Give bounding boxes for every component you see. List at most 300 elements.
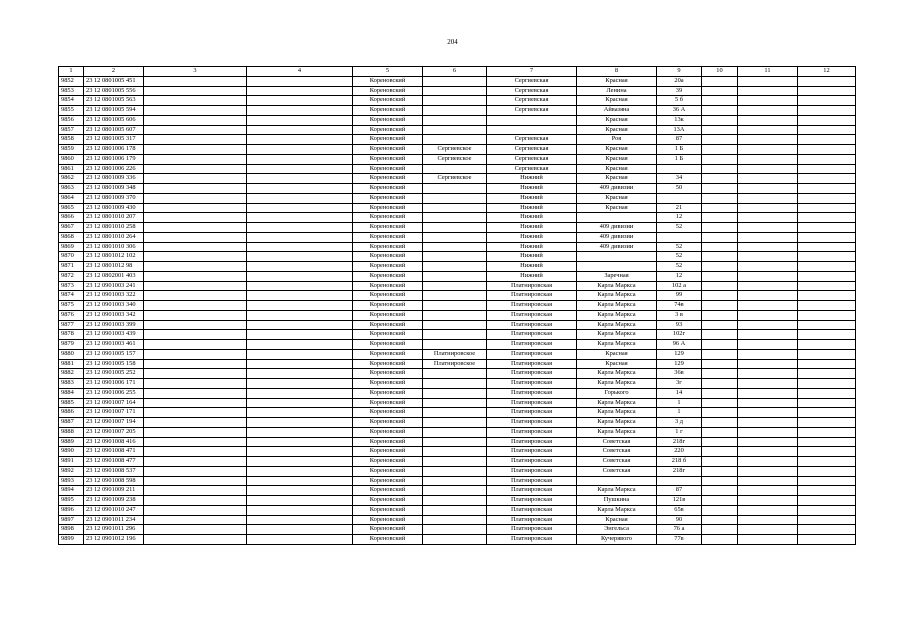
- table-cell-col-7: Нижний: [487, 203, 577, 213]
- table-cell-col-3: [144, 457, 247, 467]
- table-cell-col-9: 1: [657, 408, 702, 418]
- table-cell-col-12: [798, 232, 856, 242]
- table-cell-col-10: [702, 193, 738, 203]
- table-row: [59, 86, 856, 96]
- table-cell-col-11: [738, 301, 798, 311]
- table-cell-col-2: 23 12 0901003 241: [84, 281, 144, 291]
- table-cell-col-4: [247, 437, 353, 447]
- table-cell-col-9: 102 а: [657, 281, 702, 291]
- table-cell-col-12: [798, 408, 856, 418]
- table-cell-col-12: [798, 398, 856, 408]
- table-cell-col-3: [144, 515, 247, 525]
- table-cell-col-4: [247, 252, 353, 262]
- table-cell-col-5: Кореновский: [353, 252, 423, 262]
- table-cell-col-2: 23 12 0901007 205: [84, 427, 144, 437]
- table-cell-col-4: [247, 447, 353, 457]
- table-cell-col-8: 409 дивизии: [577, 184, 657, 194]
- table-cell-col-12: [798, 457, 856, 467]
- table-cell-col-5: Кореновский: [353, 174, 423, 184]
- table-cell-col-2: 23 12 0901005 158: [84, 359, 144, 369]
- table-row: [59, 145, 856, 155]
- table-cell-col-1: 9891: [59, 457, 84, 467]
- table-cell-col-3: [144, 340, 247, 350]
- table-row: [59, 106, 856, 116]
- table-cell-col-2: 23 12 0801010 207: [84, 213, 144, 223]
- table-cell-col-5: Кореновский: [353, 154, 423, 164]
- table-cell-col-8: Ленина: [577, 86, 657, 96]
- table-cell-col-8: Карла Маркса: [577, 310, 657, 320]
- table-cell-col-8: 409 дивизии: [577, 223, 657, 233]
- table-cell-col-8: Роя: [577, 135, 657, 145]
- table-cell-col-8: Красная: [577, 164, 657, 174]
- table-cell-col-8: 409 дивизии: [577, 242, 657, 252]
- table-cell-col-3: [144, 213, 247, 223]
- table-cell-col-4: [247, 223, 353, 233]
- table-cell-col-6: [423, 242, 487, 252]
- table-cell-col-9: 218г: [657, 437, 702, 447]
- table-cell-col-10: [702, 154, 738, 164]
- table-row: [59, 193, 856, 203]
- table-row: [59, 262, 856, 272]
- table-cell-col-4: [247, 203, 353, 213]
- table-cell-col-9: 90: [657, 515, 702, 525]
- table-row: [59, 125, 856, 135]
- table-cell-col-3: [144, 291, 247, 301]
- table-cell-col-12: [798, 174, 856, 184]
- table-cell-col-11: [738, 252, 798, 262]
- table-cell-col-9: [657, 164, 702, 174]
- table-cell-col-8: Карла Маркса: [577, 486, 657, 496]
- table-cell-col-11: [738, 106, 798, 116]
- table-cell-col-5: Кореновский: [353, 369, 423, 379]
- table-cell-col-6: [423, 86, 487, 96]
- table-cell-col-1: 9893: [59, 476, 84, 486]
- column-header-2: 2: [84, 67, 144, 77]
- table-cell-col-8: Красная: [577, 349, 657, 359]
- table-cell-col-3: [144, 174, 247, 184]
- table-cell-col-2: 23 12 0901003 439: [84, 330, 144, 340]
- table-cell-col-6: [423, 271, 487, 281]
- table-cell-col-11: [738, 359, 798, 369]
- table-cell-col-12: [798, 330, 856, 340]
- table-cell-col-12: [798, 476, 856, 486]
- table-cell-col-6: Сергиевское: [423, 154, 487, 164]
- table-cell-col-9: 76 а: [657, 525, 702, 535]
- table-cell-col-4: [247, 262, 353, 272]
- table-cell-col-11: [738, 535, 798, 545]
- table-cell-col-11: [738, 340, 798, 350]
- table-cell-col-10: [702, 242, 738, 252]
- table-cell-col-5: Кореновский: [353, 242, 423, 252]
- table-cell-col-6: [423, 76, 487, 86]
- table-cell-col-9: 21: [657, 203, 702, 213]
- table-cell-col-5: Кореновский: [353, 349, 423, 359]
- table-cell-col-4: [247, 310, 353, 320]
- table-cell-col-11: [738, 496, 798, 506]
- table-cell-col-8: Карла Маркса: [577, 291, 657, 301]
- table-cell-col-6: [423, 310, 487, 320]
- table-cell-col-6: Сергиевское: [423, 174, 487, 184]
- table-cell-col-7: Платнировская: [487, 398, 577, 408]
- table-cell-col-12: [798, 447, 856, 457]
- table-cell-col-7: Платнировская: [487, 388, 577, 398]
- table-cell-col-5: Кореновский: [353, 184, 423, 194]
- table-cell-col-11: [738, 388, 798, 398]
- table-cell-col-11: [738, 398, 798, 408]
- table-cell-col-12: [798, 466, 856, 476]
- table-cell-col-8: [577, 476, 657, 486]
- table-row: [59, 447, 856, 457]
- table-cell-col-9: 12: [657, 213, 702, 223]
- table-row: [59, 476, 856, 486]
- table-cell-col-5: Кореновский: [353, 447, 423, 457]
- register-table: [58, 66, 856, 545]
- table-cell-col-8: [577, 262, 657, 272]
- table-cell-col-1: 9858: [59, 135, 84, 145]
- table-cell-col-9: 96 А: [657, 340, 702, 350]
- table-cell-col-4: [247, 164, 353, 174]
- table-cell-col-4: [247, 76, 353, 86]
- table-cell-col-12: [798, 213, 856, 223]
- table-cell-col-9: 102г: [657, 330, 702, 340]
- table-cell-col-2: 23 12 0801006 178: [84, 145, 144, 155]
- table-cell-col-3: [144, 330, 247, 340]
- table-cell-col-8: Красная: [577, 515, 657, 525]
- table-cell-col-2: 23 12 0901008 477: [84, 457, 144, 467]
- table-cell-col-1: 9896: [59, 505, 84, 515]
- table-cell-col-9: 77в: [657, 535, 702, 545]
- table-cell-col-8: Карла Маркса: [577, 418, 657, 428]
- table-cell-col-6: [423, 96, 487, 106]
- table-cell-col-3: [144, 262, 247, 272]
- table-cell-col-9: 20а: [657, 76, 702, 86]
- table-cell-col-2: 23 12 0801012 98: [84, 262, 144, 272]
- table-cell-col-4: [247, 320, 353, 330]
- table-cell-col-5: Кореновский: [353, 96, 423, 106]
- table-cell-col-2: 23 12 0901011 296: [84, 525, 144, 535]
- table-cell-col-6: [423, 106, 487, 116]
- table-cell-col-10: [702, 408, 738, 418]
- table-cell-col-10: [702, 427, 738, 437]
- table-row: [59, 271, 856, 281]
- table-cell-col-8: Карла Маркса: [577, 369, 657, 379]
- table-cell-col-6: [423, 115, 487, 125]
- table-cell-col-11: [738, 320, 798, 330]
- table-cell-col-11: [738, 457, 798, 467]
- table-cell-col-7: Нижний: [487, 184, 577, 194]
- table-cell-col-3: [144, 115, 247, 125]
- table-cell-col-1: 9873: [59, 281, 84, 291]
- table-cell-col-10: [702, 320, 738, 330]
- page-number: 204: [447, 38, 458, 46]
- table-cell-col-10: [702, 525, 738, 535]
- table-cell-col-4: [247, 135, 353, 145]
- table-cell-col-4: [247, 301, 353, 311]
- table-cell-col-2: 23 12 0801010 258: [84, 223, 144, 233]
- table-cell-col-10: [702, 457, 738, 467]
- table-cell-col-4: [247, 330, 353, 340]
- table-cell-col-12: [798, 86, 856, 96]
- table-cell-col-1: 9898: [59, 525, 84, 535]
- table-row: [59, 310, 856, 320]
- table-row: [59, 96, 856, 106]
- table-cell-col-7: Платнировская: [487, 349, 577, 359]
- table-row: [59, 320, 856, 330]
- table-cell-col-5: Кореновский: [353, 281, 423, 291]
- table-cell-col-1: 9884: [59, 388, 84, 398]
- table-cell-col-7: Платнировская: [487, 291, 577, 301]
- table-cell-col-11: [738, 291, 798, 301]
- table-cell-col-2: 23 12 0801006 179: [84, 154, 144, 164]
- table-cell-col-8: Карла Маркса: [577, 301, 657, 311]
- table-cell-col-2: 23 12 0801005 556: [84, 86, 144, 96]
- table-cell-col-8: Красная: [577, 359, 657, 369]
- table-cell-col-11: [738, 242, 798, 252]
- table-cell-col-10: [702, 262, 738, 272]
- column-header-7: 7: [487, 67, 577, 77]
- table-cell-col-5: Кореновский: [353, 262, 423, 272]
- table-cell-col-2: 23 12 0801009 336: [84, 174, 144, 184]
- table-cell-col-1: 9885: [59, 398, 84, 408]
- table-cell-col-6: [423, 515, 487, 525]
- table-row: [59, 379, 856, 389]
- table-cell-col-11: [738, 515, 798, 525]
- table-cell-col-6: [423, 301, 487, 311]
- table-cell-col-3: [144, 242, 247, 252]
- table-cell-col-10: [702, 340, 738, 350]
- table-cell-col-3: [144, 106, 247, 116]
- table-cell-col-5: Кореновский: [353, 164, 423, 174]
- table-cell-col-11: [738, 184, 798, 194]
- table-cell-col-1: 9872: [59, 271, 84, 281]
- table-cell-col-9: [657, 476, 702, 486]
- table-cell-col-11: [738, 486, 798, 496]
- table-cell-col-5: Кореновский: [353, 115, 423, 125]
- table-cell-col-12: [798, 96, 856, 106]
- table-cell-col-7: Платнировская: [487, 525, 577, 535]
- table-cell-col-5: Кореновский: [353, 320, 423, 330]
- table-cell-col-9: 5 б: [657, 96, 702, 106]
- table-cell-col-2: 23 12 0901008 598: [84, 476, 144, 486]
- table-cell-col-4: [247, 125, 353, 135]
- table-cell-col-8: Красная: [577, 125, 657, 135]
- table-cell-col-11: [738, 330, 798, 340]
- table-cell-col-11: [738, 349, 798, 359]
- table-cell-col-12: [798, 242, 856, 252]
- table-cell-col-2: 23 12 0901003 461: [84, 340, 144, 350]
- table-cell-col-1: 9861: [59, 164, 84, 174]
- table-cell-col-7: Платнировская: [487, 496, 577, 506]
- table-cell-col-6: [423, 418, 487, 428]
- table-cell-col-2: 23 12 0901007 194: [84, 418, 144, 428]
- table-cell-col-1: 9868: [59, 232, 84, 242]
- table-cell-col-12: [798, 340, 856, 350]
- table-cell-col-6: [423, 213, 487, 223]
- table-cell-col-3: [144, 203, 247, 213]
- table-cell-col-11: [738, 476, 798, 486]
- table-cell-col-1: 9887: [59, 418, 84, 428]
- table-cell-col-2: 23 12 0901008 416: [84, 437, 144, 447]
- table-cell-col-6: [423, 184, 487, 194]
- table-cell-col-4: [247, 466, 353, 476]
- table-cell-col-11: [738, 437, 798, 447]
- table-cell-col-7: Платнировская: [487, 457, 577, 467]
- table-cell-col-1: 9860: [59, 154, 84, 164]
- table-cell-col-2: 23 12 0801009 370: [84, 193, 144, 203]
- table-cell-col-7: Нижний: [487, 213, 577, 223]
- table-row: [59, 291, 856, 301]
- table-cell-col-9: 52: [657, 223, 702, 233]
- table-cell-col-10: [702, 106, 738, 116]
- table-cell-col-2: 23 12 0901005 157: [84, 349, 144, 359]
- table-cell-col-1: 9867: [59, 223, 84, 233]
- table-cell-col-11: [738, 86, 798, 96]
- table-cell-col-6: [423, 505, 487, 515]
- table-row: [59, 203, 856, 213]
- table-cell-col-6: [423, 525, 487, 535]
- table-cell-col-4: [247, 505, 353, 515]
- table-cell-col-5: Кореновский: [353, 408, 423, 418]
- table-cell-col-9: [657, 232, 702, 242]
- table-cell-col-11: [738, 525, 798, 535]
- table-cell-col-7: Платнировская: [487, 301, 577, 311]
- table-cell-col-8: Советская: [577, 447, 657, 457]
- table-cell-col-8: Энгельса: [577, 525, 657, 535]
- table-cell-col-1: 9871: [59, 262, 84, 272]
- table-cell-col-8: Карла Маркса: [577, 281, 657, 291]
- table-cell-col-7: Нижний: [487, 262, 577, 272]
- table-cell-col-12: [798, 281, 856, 291]
- table-cell-col-12: [798, 379, 856, 389]
- table-cell-col-4: [247, 359, 353, 369]
- table-cell-col-1: 9882: [59, 369, 84, 379]
- table-cell-col-9: 218 б: [657, 457, 702, 467]
- table-cell-col-11: [738, 125, 798, 135]
- table-cell-col-8: Айвазяна: [577, 106, 657, 116]
- table-cell-col-8: Красная: [577, 174, 657, 184]
- table-cell-col-2: 23 12 0901008 471: [84, 447, 144, 457]
- table-cell-col-1: 9888: [59, 427, 84, 437]
- table-cell-col-11: [738, 96, 798, 106]
- table-cell-col-12: [798, 388, 856, 398]
- table-cell-col-12: [798, 223, 856, 233]
- table-cell-col-1: 9857: [59, 125, 84, 135]
- table-cell-col-7: Сергиевская: [487, 76, 577, 86]
- table-cell-col-3: [144, 408, 247, 418]
- table-cell-col-8: Карла Маркса: [577, 320, 657, 330]
- table-cell-col-12: [798, 525, 856, 535]
- table-cell-col-11: [738, 466, 798, 476]
- table-cell-col-6: [423, 457, 487, 467]
- table-cell-col-12: [798, 262, 856, 272]
- table-cell-col-10: [702, 252, 738, 262]
- table-row: [59, 418, 856, 428]
- table-cell-col-3: [144, 486, 247, 496]
- table-cell-col-8: Советская: [577, 457, 657, 467]
- table-cell-col-10: [702, 271, 738, 281]
- table-cell-col-10: [702, 125, 738, 135]
- table-cell-col-1: 9874: [59, 291, 84, 301]
- table-cell-col-5: Кореновский: [353, 291, 423, 301]
- table-cell-col-4: [247, 281, 353, 291]
- table-cell-col-3: [144, 232, 247, 242]
- table-row: [59, 301, 856, 311]
- table-cell-col-7: Платнировская: [487, 379, 577, 389]
- table-cell-col-5: Кореновский: [353, 418, 423, 428]
- table-cell-col-10: [702, 281, 738, 291]
- table-row: [59, 369, 856, 379]
- table-cell-col-3: [144, 418, 247, 428]
- column-header-1: 1: [59, 67, 84, 77]
- table-cell-col-2: 23 12 0901003 342: [84, 310, 144, 320]
- table-cell-col-3: [144, 223, 247, 233]
- table-cell-col-4: [247, 379, 353, 389]
- table-cell-col-2: 23 12 0901012 196: [84, 535, 144, 545]
- table-cell-col-10: [702, 223, 738, 233]
- table-cell-col-12: [798, 271, 856, 281]
- column-header-3: 3: [144, 67, 247, 77]
- table-cell-col-6: [423, 535, 487, 545]
- table-row: [59, 76, 856, 86]
- table-cell-col-5: Кореновский: [353, 515, 423, 525]
- table-cell-col-4: [247, 535, 353, 545]
- table-cell-col-11: [738, 76, 798, 86]
- table-cell-col-10: [702, 388, 738, 398]
- table-cell-col-12: [798, 252, 856, 262]
- table-cell-col-10: [702, 174, 738, 184]
- table-cell-col-7: Платнировская: [487, 486, 577, 496]
- table-row: [59, 242, 856, 252]
- table-cell-col-6: [423, 379, 487, 389]
- table-cell-col-1: 9869: [59, 242, 84, 252]
- table-cell-col-12: [798, 486, 856, 496]
- table-cell-col-10: [702, 96, 738, 106]
- table-row: [59, 154, 856, 164]
- table-cell-col-2: 23 12 0801005 317: [84, 135, 144, 145]
- table-cell-col-1: 9881: [59, 359, 84, 369]
- table-cell-col-12: [798, 349, 856, 359]
- table-cell-col-7: Сергиевская: [487, 106, 577, 116]
- table-cell-col-9: 1 Б: [657, 154, 702, 164]
- table-cell-col-1: 9876: [59, 310, 84, 320]
- table-cell-col-4: [247, 291, 353, 301]
- table-cell-col-6: Сергиевское: [423, 145, 487, 155]
- table-cell-col-1: 9895: [59, 496, 84, 506]
- table-cell-col-7: Платнировская: [487, 310, 577, 320]
- table-cell-col-9: 1: [657, 398, 702, 408]
- table-cell-col-3: [144, 301, 247, 311]
- table-cell-col-7: Платнировская: [487, 437, 577, 447]
- table-cell-col-12: [798, 125, 856, 135]
- table-cell-col-6: [423, 398, 487, 408]
- table-row: [59, 457, 856, 467]
- table-row: [59, 359, 856, 369]
- table-cell-col-12: [798, 154, 856, 164]
- table-row: [59, 330, 856, 340]
- table-cell-col-10: [702, 232, 738, 242]
- table-cell-col-3: [144, 476, 247, 486]
- column-header-5: 5: [353, 67, 423, 77]
- table-cell-col-7: Платнировская: [487, 369, 577, 379]
- table-cell-col-2: 23 12 0901003 322: [84, 291, 144, 301]
- table-cell-col-8: Красная: [577, 203, 657, 213]
- table-cell-col-10: [702, 398, 738, 408]
- table-cell-col-7: Сергиевская: [487, 86, 577, 96]
- table-cell-col-6: [423, 232, 487, 242]
- table-cell-col-1: 9866: [59, 213, 84, 223]
- column-header-12: 12: [798, 67, 856, 77]
- column-header-9: 9: [657, 67, 702, 77]
